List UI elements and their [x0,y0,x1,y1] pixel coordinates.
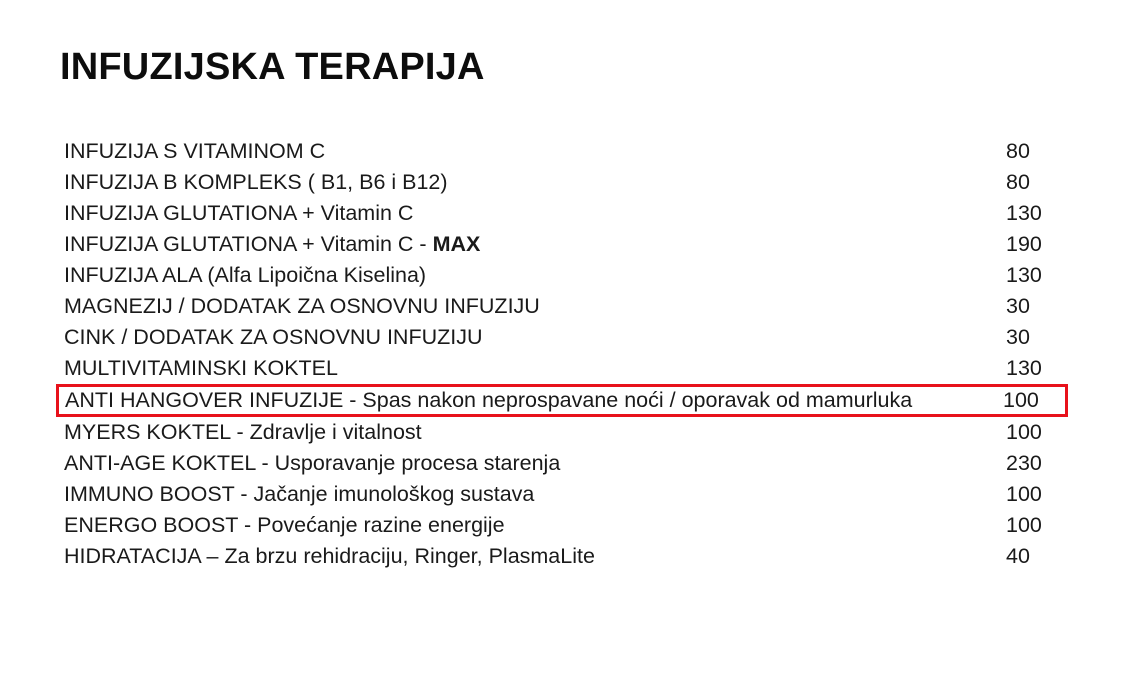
service-name-text: INFUZIJA GLUTATIONA + Vitamin C - [64,232,433,256]
list-item [60,510,1068,541]
service-name: ANTI-AGE KOKTEL - Usporavanje procesa starenja [64,451,561,475]
service-name: CINK / DODATAK ZA OSNOVNU INFUZIJU [64,325,483,349]
service-price: 190 [1006,232,1042,256]
service-price: 100 [1006,482,1042,506]
list-item-highlighted [56,384,1068,417]
service-name: INFUZIJA S VITAMINOM C [64,139,326,163]
service-price: 30 [1006,294,1030,318]
service-price: 100 [1006,420,1042,444]
list-item [60,167,1068,198]
list-item [60,136,1068,167]
service-price: 100 [1003,388,1039,412]
list-item [60,229,1068,260]
service-price: 80 [1006,170,1030,194]
list-item [60,541,1068,572]
service-name: ENERGO BOOST - Povećanje razine energije [64,513,505,537]
service-name: INFUZIJA B KOMPLEKS ( B1, B6 i B12) [64,170,448,194]
service-name: IMMUNO BOOST - Jačanje imunološkog sustava [64,482,535,506]
service-price: 130 [1006,263,1042,287]
service-price: 30 [1006,325,1030,349]
list-item [60,417,1068,448]
service-name-emphasis: MAX [432,232,481,256]
service-name: MYERS KOKTEL - Zdravlje i vitalnost [64,420,422,444]
service-name: INFUZIJA ALA (Alfa Lipoična Kiselina) [64,263,427,287]
service-name: MULTIVITAMINSKI KOKTEL [64,356,338,380]
list-item [60,260,1068,291]
list-item [60,353,1068,384]
service-name: ANTI HANGOVER INFUZIJE - Spas nakon neprospavane noći / oporavak od mamurluka [65,388,913,412]
list-item [60,479,1068,510]
service-price: 100 [1006,513,1042,537]
list-item [60,322,1068,353]
service-name [64,229,480,260]
service-price: 130 [1006,201,1042,225]
service-name: INFUZIJA GLUTATIONA + Vitamin C [64,201,414,225]
service-price: 230 [1006,451,1042,475]
list-item [60,291,1068,322]
page-title: INFUZIJSKA TERAPIJA [60,46,485,88]
service-price: 80 [1006,139,1030,163]
service-name: MAGNEZIJ / DODATAK ZA OSNOVNU INFUZIJU [64,294,540,318]
service-price: 40 [1006,544,1030,568]
service-name: HIDRATACIJA – Za brzu rehidraciju, Ringer, PlasmaLite [64,544,595,568]
list-item [60,198,1068,229]
price-list [60,136,1068,572]
service-price: 130 [1006,356,1042,380]
list-item [60,448,1068,479]
